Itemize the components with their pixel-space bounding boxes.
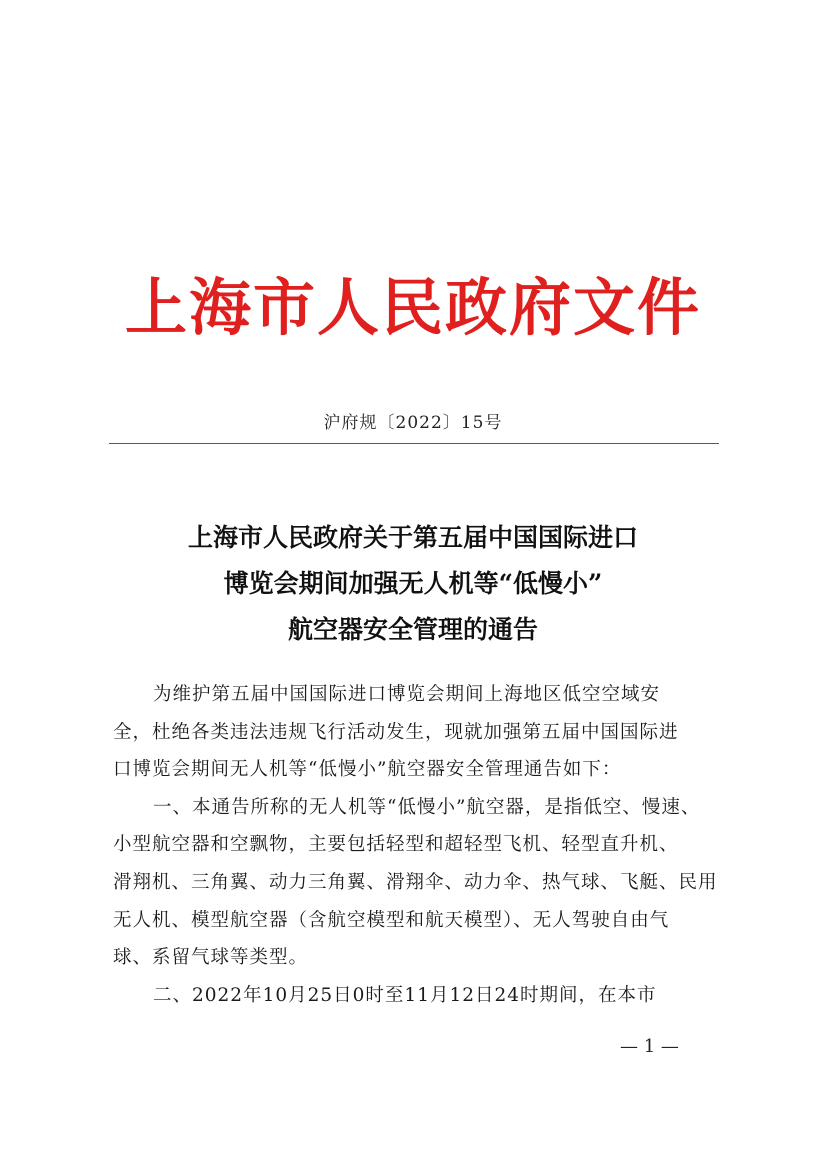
paragraph-line: 一、本通告所称的无人机等“低慢小”航空器，是指低空、慢速、	[153, 796, 701, 818]
paragraph-line: 球、系留气球等类型。	[113, 947, 309, 969]
masthead-title: 上海市人民政府文件	[124, 271, 701, 344]
document-number: 沪府规〔2022〕15号	[323, 413, 503, 433]
notice-title	[0, 515, 826, 653]
paragraph-line: 口博览会期间无人机等“低慢小”航空器安全管理通告如下：	[113, 759, 622, 781]
title-line: 博览会期间加强无人机等“低慢小”	[223, 569, 603, 598]
title-line: 上海市人民政府关于第五届中国国际进口	[187, 523, 638, 552]
paragraph-line: 滑翔机、三角翼、动力三角翼、滑翔伞、动力伞、热气球、飞艇、民用	[113, 871, 718, 893]
paragraph-line: 无人机、模型航空器（含航空模型和航天模型）、无人驾驶自由气	[113, 909, 670, 931]
red-divider-line	[109, 443, 719, 444]
paragraph-line: 小型航空器和空飘物，主要包括轻型和超轻型飞机、轻型直升机、	[113, 834, 679, 856]
title-line: 航空器安全管理的通告	[287, 615, 538, 644]
page-number: — 1 —	[620, 1036, 679, 1057]
paragraph-line: 为维护第五届中国国际进口博览会期间上海地区低空空域安	[153, 684, 661, 705]
notice-body	[113, 676, 719, 1014]
paragraph-line: 全，杜绝各类违法违规飞行活动发生，现就加强第五届中国国际进	[113, 721, 679, 743]
paragraph-line: 二、2022年10月25日0时至11月12日24时期间，在本市	[153, 984, 657, 1006]
